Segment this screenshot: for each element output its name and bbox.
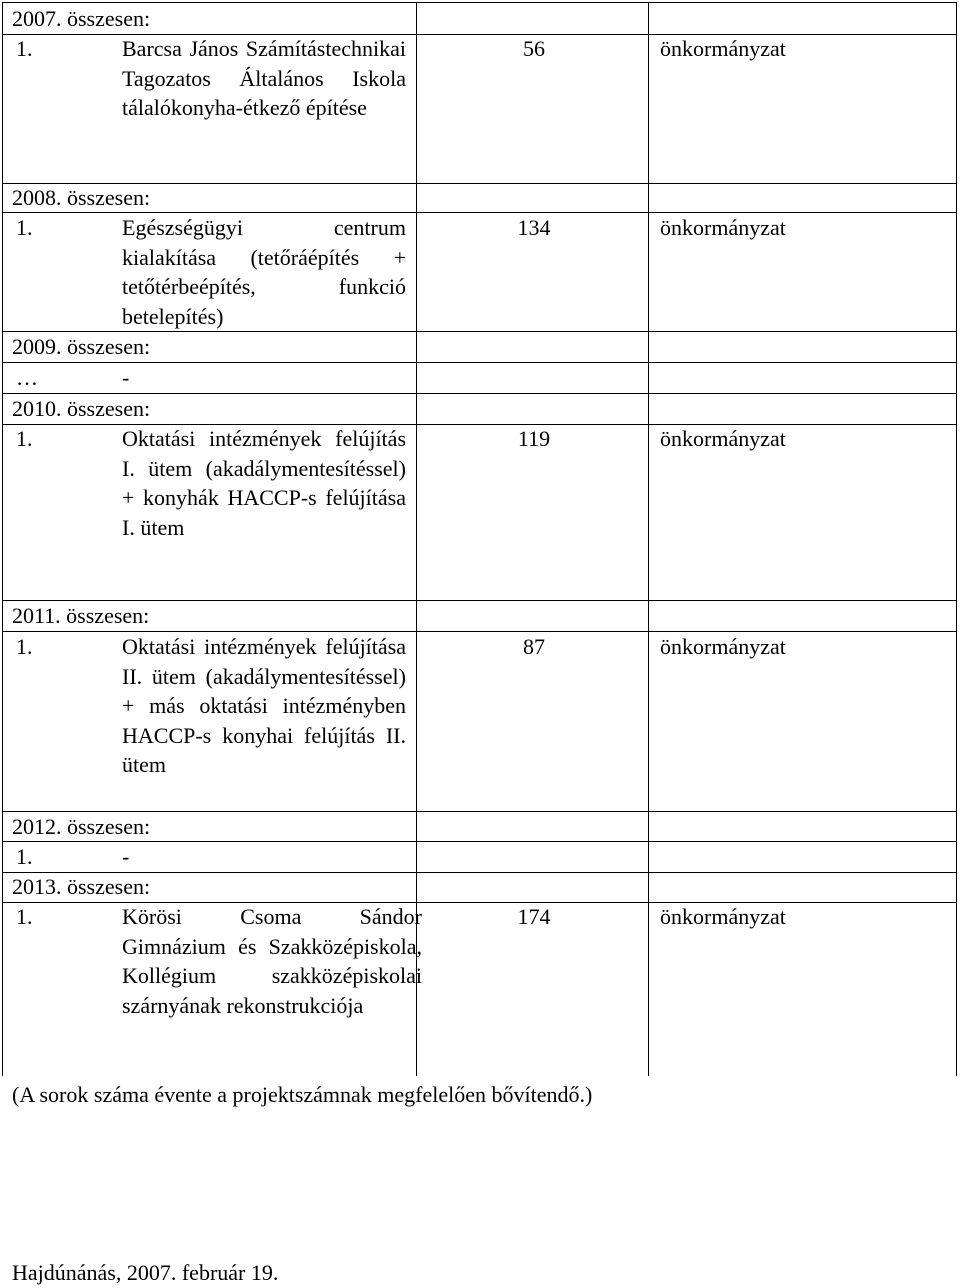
year-label: 2013. összesen: [12, 874, 151, 899]
year-label: 2009. összesen: [12, 334, 151, 359]
project-number: 1. [16, 904, 33, 929]
project-number: 1. [16, 634, 33, 659]
project-amount: 119 [517, 426, 551, 451]
funding-source: önkormányzat [660, 634, 786, 659]
project-description: - [122, 365, 130, 390]
project-amount: 134 [517, 215, 551, 240]
project-description: - [122, 844, 130, 869]
funding-source: önkormányzat [660, 904, 786, 929]
project-description: Körösi Csoma Sándor Gimnázium és Szakközépiskola, Kollégium szakközépiskolai szárnyának rekonstrukciója [122, 904, 422, 1018]
project-amount: 174 [517, 904, 551, 929]
year-label: 2010. összesen: [12, 396, 151, 421]
funding-source: önkormányzat [660, 215, 786, 240]
project-description: Egészségügyi centrum kialakítása (tetőráépítés + tetőtérbeépítés, funkció betelepítés) [122, 215, 406, 329]
project-number: 1. [16, 36, 33, 61]
project-number: 1. [16, 215, 33, 240]
project-number: 1. [16, 426, 33, 451]
table-note: (A sorok száma évente a projektszámnak megfelelően bővítendő.) [12, 1082, 593, 1107]
year-label: 2012. összesen: [12, 814, 151, 839]
place-date-footer: Hajdúnánás, 2007. február 19. [12, 1260, 279, 1285]
project-description: Oktatási intézmények felújítása II. ütem (akadálymentesítéssel) + más oktatási intézményben HACCP-s konyhai felújítás II. ütem [122, 634, 406, 777]
year-label: 2007. összesen: [12, 6, 151, 31]
project-description: Barcsa János Számítástechnikai Tagozatos Általános Iskola tálalókonyha-étkező építése [122, 36, 406, 120]
project-number: 1. [16, 844, 33, 869]
project-description: Oktatási intézmények felújítás I. ütem (akadálymentesítéssel) + konyhák HACCP-s felújítása I. ütem [122, 426, 406, 540]
project-amount: 87 [523, 634, 545, 659]
year-label: 2008. összesen: [12, 185, 151, 210]
project-number: … [16, 365, 38, 390]
project-amount: 56 [523, 36, 545, 61]
year-label: 2011. összesen: [12, 603, 150, 628]
funding-source: önkormányzat [660, 36, 786, 61]
funding-source: önkormányzat [660, 426, 786, 451]
